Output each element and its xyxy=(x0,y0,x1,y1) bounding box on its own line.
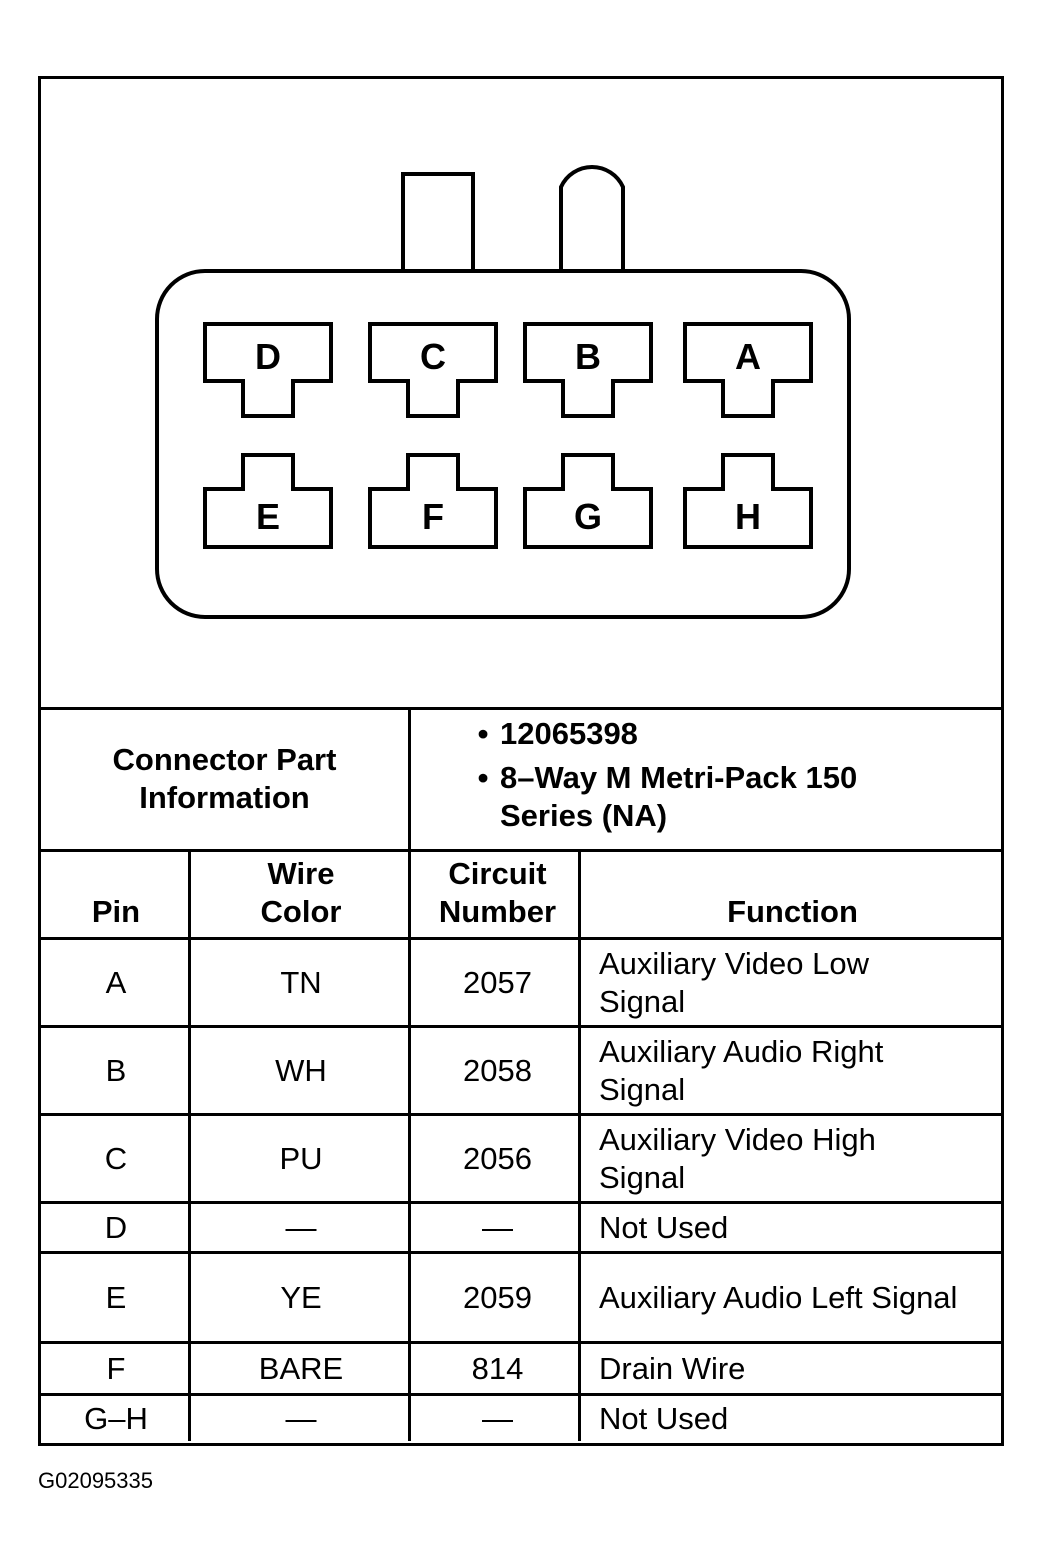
cell-circuit-number: 2057 xyxy=(463,964,532,1000)
pin-label: E xyxy=(255,496,281,537)
cell-circuit-number: — xyxy=(482,1400,513,1436)
part-info-list xyxy=(466,715,986,835)
cell-pin: F xyxy=(106,1350,126,1386)
cell-function: Auxiliary Audio Left Signal xyxy=(599,1279,958,1315)
cell-circuit-number: 814 xyxy=(471,1350,524,1386)
connector-drawing xyxy=(41,79,1001,709)
cell-pin: B xyxy=(105,1052,127,1088)
pin-label: A xyxy=(735,336,761,377)
cell-function: Drain Wire xyxy=(599,1350,746,1386)
header-circuit-number: Circuit Number xyxy=(438,856,557,929)
cell-function: Not Used xyxy=(599,1400,729,1436)
pin-label: D xyxy=(255,336,281,377)
cell-function: Not Used xyxy=(599,1209,729,1245)
cell-circuit-number: 2056 xyxy=(463,1140,532,1176)
cell-pin: C xyxy=(104,1140,128,1176)
cell-function: Auxiliary Video High Signal xyxy=(599,1121,876,1195)
cell-circuit-number: 2058 xyxy=(463,1052,532,1088)
bullet-icon: • xyxy=(477,716,489,751)
cell-wire-color: — xyxy=(285,1400,317,1436)
cell-pin: A xyxy=(105,964,127,1000)
cell-wire-color: YE xyxy=(280,1279,322,1315)
cell-wire-color: — xyxy=(285,1209,317,1245)
figure-code: G02095335 xyxy=(38,1468,153,1493)
pin-label: F xyxy=(422,496,444,537)
round-latch-tab xyxy=(561,167,623,271)
cell-circuit-number: 2059 xyxy=(463,1279,532,1315)
part-info-label xyxy=(41,741,408,817)
cell-pin: G–H xyxy=(84,1400,148,1436)
cell-function: Auxiliary Audio Right Signal xyxy=(599,1033,884,1107)
bullet-icon: • xyxy=(477,760,489,795)
cell-wire-color: TN xyxy=(280,964,322,1000)
pin-label: C xyxy=(420,336,446,377)
cell-wire-color: WH xyxy=(275,1052,327,1088)
cell-wire-color: PU xyxy=(279,1140,323,1176)
cell-pin: D xyxy=(104,1209,128,1245)
part-info-item: • 12065398 xyxy=(466,715,986,753)
header-function: Function xyxy=(727,894,858,929)
part-info-item: • 8–Way M Metri-Pack 150 Series (NA) xyxy=(466,759,986,835)
header-pin: Pin xyxy=(91,894,141,929)
cell-wire-color: BARE xyxy=(258,1350,344,1386)
cell-function: Auxiliary Video Low Signal xyxy=(599,945,869,1019)
connector-diagram-frame xyxy=(38,76,1004,1446)
pin-label: G xyxy=(573,496,603,537)
cell-pin: E xyxy=(105,1279,127,1315)
part-info-label-text: Connector Part Information xyxy=(112,742,337,815)
square-latch-tab xyxy=(403,174,473,271)
header-wire-color: Wire Color xyxy=(260,856,342,929)
pin-label: B xyxy=(575,336,601,377)
pin-label: H xyxy=(735,496,761,537)
cell-circuit-number: — xyxy=(482,1209,513,1245)
